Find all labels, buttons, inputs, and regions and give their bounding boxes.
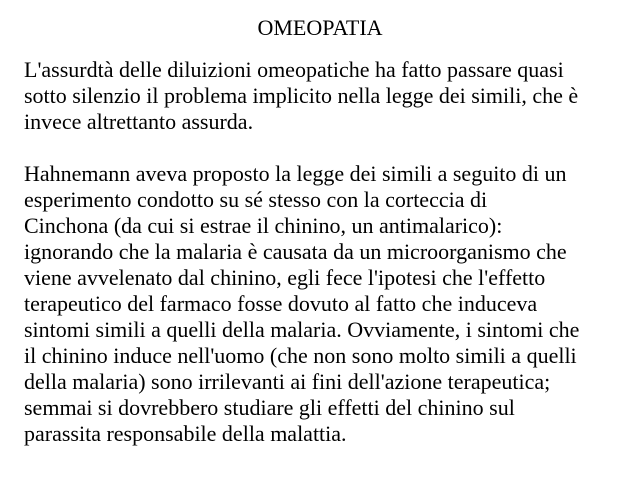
text-line: Cinchona (da cui si estrae il chinino, un antimalarico): (24, 213, 503, 238)
text-line: semmai si dovrebbero studiare gli effetti del chinino sul (24, 395, 515, 420)
document-body (24, 57, 624, 447)
text-line: Hahnemann aveva proposto la legge dei simili a seguito di un (24, 161, 567, 186)
text-line: il chinino induce nell'uomo (che non sono molto simili a quelli (24, 343, 577, 368)
text-line: della malaria) sono irrilevanti ai fini dell'azione terapeutica; (24, 369, 551, 394)
paragraph-1 (24, 57, 624, 135)
text-line: sotto silenzio il problema implicito nella legge dei simili, che è (24, 83, 579, 108)
text-line: viene avvelenato dal chinino, egli fece l'ipotesi che l'effetto (24, 265, 546, 290)
text-line: terapeutico del farmaco fosse dovuto al fatto che induceva (24, 291, 538, 316)
text-line: parassita responsabile della malattia. (24, 421, 347, 446)
text-line: invece altrettanto assurda. (24, 109, 254, 134)
page-title: OMEOPATIA (257, 15, 383, 40)
text-line: esperimento condotto su sé stesso con la corteccia di (24, 187, 488, 212)
text-line: L'assurdtà delle diluizioni omeopatiche ha fatto passare quasi (24, 57, 564, 82)
paragraph-2 (24, 161, 624, 447)
text-line: ignorando che la malaria è causata da un microorganismo che (24, 239, 567, 264)
text-line: sintomi simili a quelli della malaria. Ovviamente, i sintomi che (24, 317, 580, 342)
